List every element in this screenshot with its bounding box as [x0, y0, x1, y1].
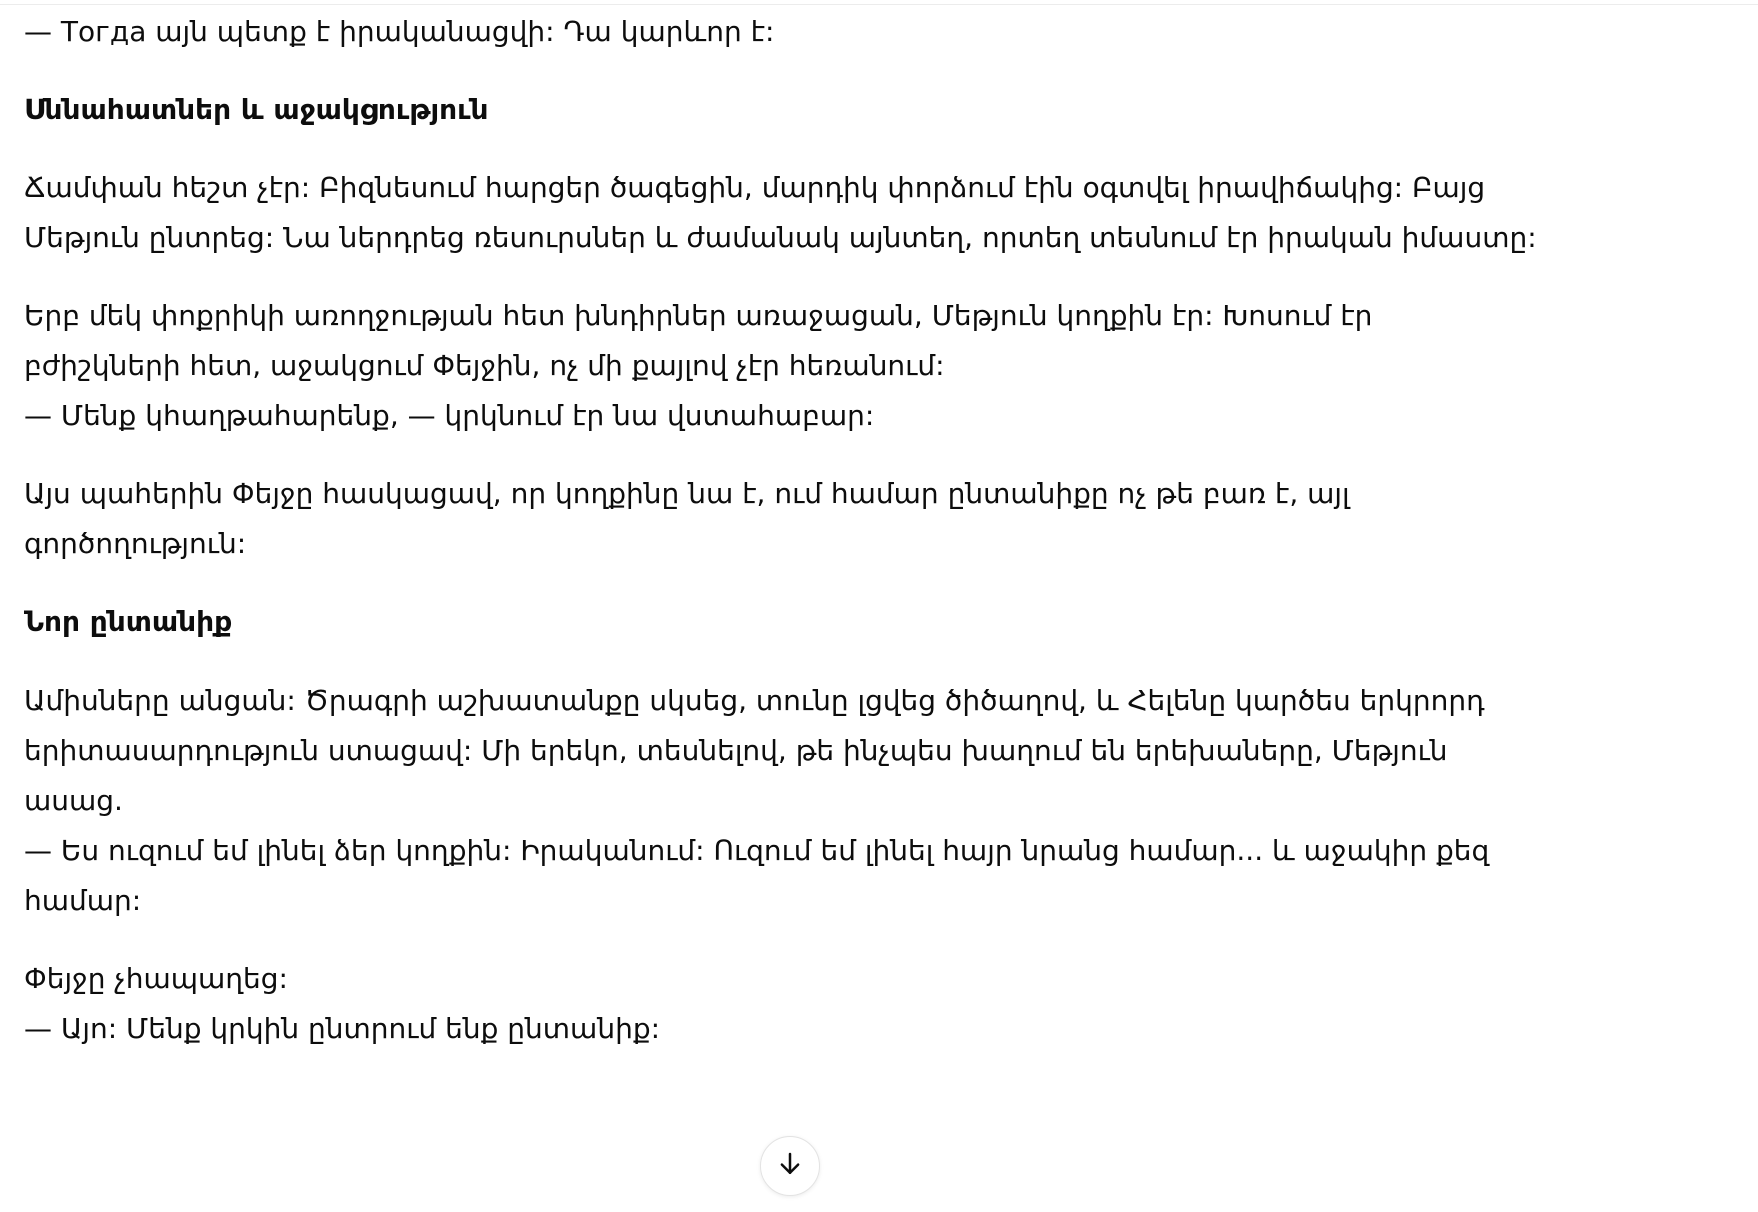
- paragraph-line: ասաց.: [24, 784, 123, 817]
- paragraph-line: համար:: [24, 884, 142, 917]
- top-divider: [0, 0, 1758, 5]
- paragraph-line: գործողություն:: [24, 527, 247, 560]
- paragraph-line: Ճամփան հեշտ չէր: Բիզնեսում հարցեր ծագեցին, մարդիկ փորձում էին օգտվել իրավիճակից: Բայց: [24, 171, 1486, 204]
- paragraph-line: երիտասարդություն ստացավ: Մի երեկո, տեսնելով, թե ինչպես խաղում են երեխաները, Մեթյուն: [24, 734, 1448, 767]
- arrow-down-icon: [775, 1149, 805, 1183]
- scroll-to-bottom-button[interactable]: [760, 1136, 820, 1196]
- paragraph-line: Ամիսները անցան: Ծրագրի աշխատանքը սկսեց, տունը լցվեց ծիծաղով, և Հելենը կարծես երկրորդ: [24, 684, 1485, 717]
- paragraph-line: Երբ մեկ փոքրիկի առողջության հետ խնդիրներ առաջացան, Մեթյուն կողքին էր: Խոսում էր: [24, 299, 1373, 332]
- paragraph-line: — Մենք կհաղթահարենք, — կրկնում էր նա վստահաբար:: [24, 399, 875, 432]
- paragraph-line: — Այո: Մենք կրկին ընտրում ենք ընտանիք:: [24, 1012, 661, 1045]
- paragraph-line: Փեյջը չհապաղեց:: [24, 962, 288, 995]
- paragraph-line: — Тогда այն պետք է իրականացվի: Դա կարևոր է:: [24, 15, 775, 48]
- paragraph-line: Այս պահերին Փեյջը հասկացավ, որ կողքինը նա է, ում համար ընտանիքը ոչ թե բառ է, այլ: [24, 477, 1350, 510]
- section-heading: Նոր ընտանիք: [24, 605, 233, 638]
- paragraph-line: բժիշկների հետ, աջակցում Փեյջին, ոչ մի քայլով չէր հեռանում:: [24, 349, 945, 382]
- section-heading: Սննահատներ և աջակցություն: [24, 93, 489, 126]
- paragraph-line: — Ես ուզում եմ լինել ձեր կողքին: Իրականում: Ուզում եմ լինել հայր նրանց համար... և աջակիր քեզ: [24, 834, 1490, 867]
- paragraph-line: Մեթյուն ընտրեց: Նա ներդրեց ռեսուրսներ և ժամանակ այնտեղ, որտեղ տեսնում էր իրական իմաստը:: [24, 221, 1537, 254]
